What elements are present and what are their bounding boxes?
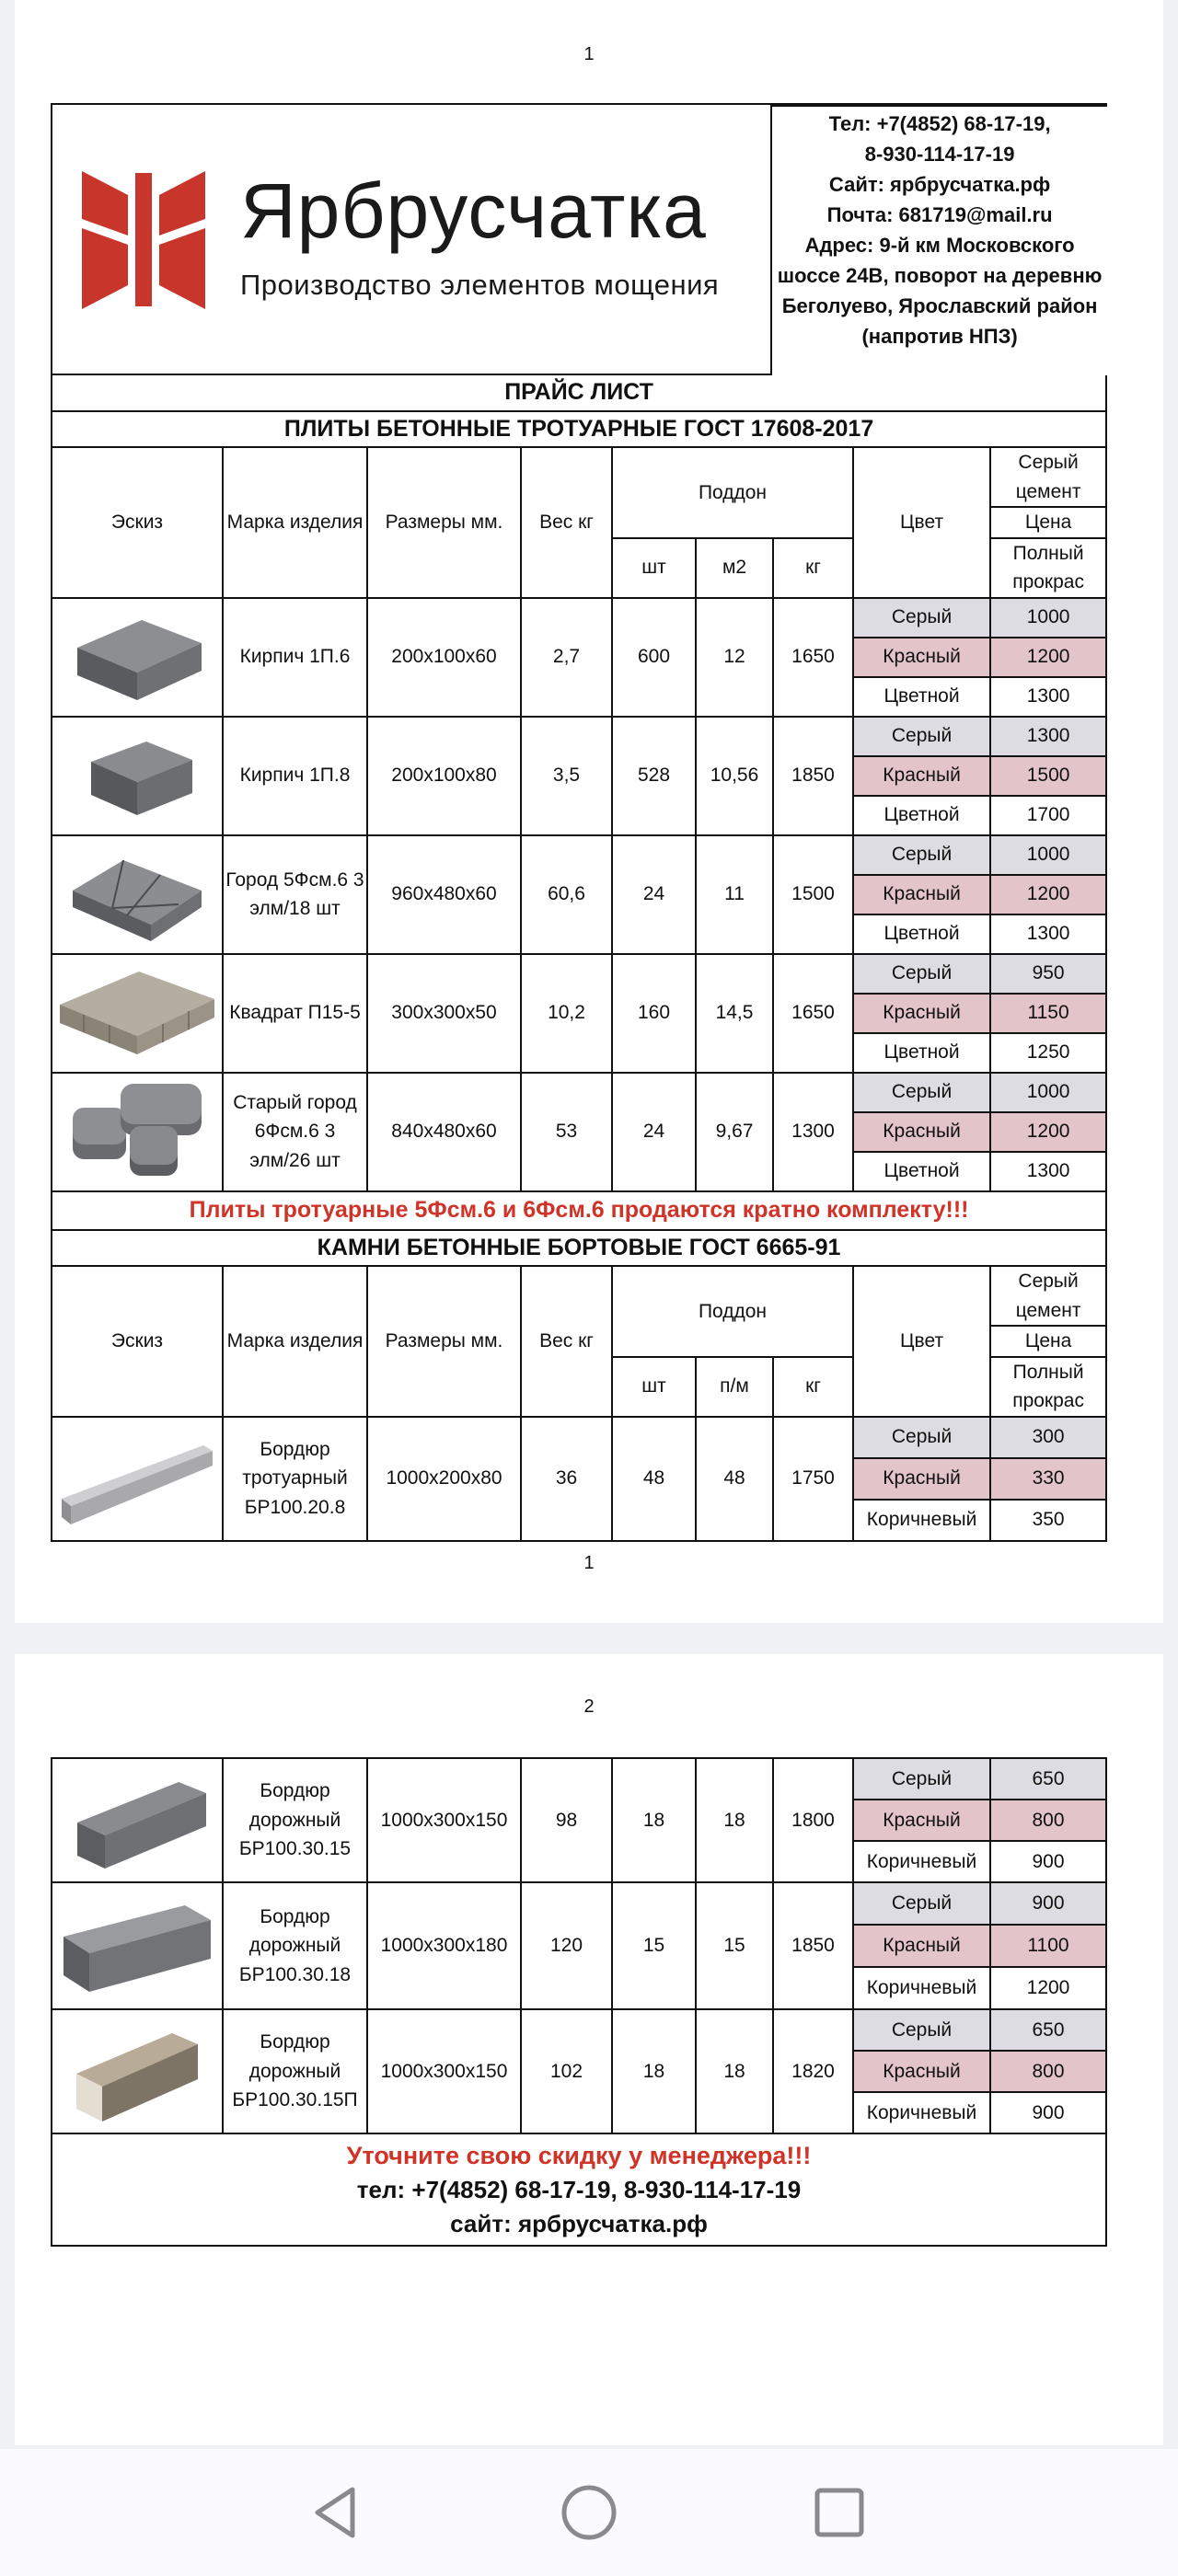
sketch-kvadrat [52, 954, 223, 1073]
col-fullpaint-header: Полный прокрас [990, 1357, 1106, 1417]
contact-phone-2: 8-930-114-17-19 [864, 143, 1015, 166]
size-cell: 1000х300х180 [367, 1882, 521, 2009]
kg-cell: 1850 [773, 717, 853, 835]
discount-note: Уточните свою скидку у менеджера!!! [346, 2141, 812, 2169]
weight-cell: 120 [521, 1882, 612, 2009]
contact-phone-1: Тел: +7(4852) 68-17-19, [828, 112, 1051, 135]
color-name: Коричневый [853, 1841, 990, 1882]
col-price-header: Цена [990, 1326, 1106, 1357]
weight-cell: 36 [521, 1417, 612, 1541]
contact-address-1: Адрес: 9-й км Московского [804, 234, 1075, 257]
price-cell: 300 [990, 1417, 1106, 1458]
price-table-2 [51, 1757, 1107, 2247]
sketch-curb-road-18 [52, 1882, 223, 2009]
unit-cell: 9,67 [696, 1073, 773, 1191]
color-name: Красный [853, 875, 990, 914]
weight-cell: 53 [521, 1073, 612, 1191]
mark-cell: Кирпич 1П.6 [223, 598, 367, 717]
price-cell: 1500 [990, 756, 1106, 796]
price-cell: 1300 [990, 914, 1106, 954]
color-name: Серый [853, 1882, 990, 1925]
unit-cell: 18 [696, 2009, 773, 2133]
weight-cell: 2,7 [521, 598, 612, 717]
color-name: Красный [853, 1458, 990, 1500]
kg-cell: 1800 [773, 1758, 853, 1882]
color-name: Красный [853, 1800, 990, 1841]
mark-cell: Город 5Фсм.6 3 элм/18 шт [223, 835, 367, 954]
paving-set-image-icon [68, 840, 206, 949]
kg-cell: 1850 [773, 1882, 853, 2009]
color-name: Серый [853, 1758, 990, 1800]
pcs-cell: 24 [612, 835, 696, 954]
contacts-block [777, 104, 1106, 374]
kit-note: Плиты тротуарные 5Фсм.6 и 6Фсм.6 продаются кратно комплекту!!! [52, 1191, 1106, 1230]
pcs-cell: 18 [612, 2009, 696, 2133]
mark-cell: Бордюр дорожный БР100.30.18 [223, 1882, 367, 2009]
page-2 [15, 1654, 1163, 2445]
kg-cell: 1650 [773, 598, 853, 717]
pcs-cell: 600 [612, 598, 696, 717]
col-cement-header: Серый цемент [990, 1266, 1106, 1326]
col-pallet-pm: п/м [696, 1357, 773, 1417]
kg-cell: 1300 [773, 1073, 853, 1191]
weight-cell: 3,5 [521, 717, 612, 835]
contact-address-2: шоссе 24В, поворот на деревню [777, 264, 1103, 287]
kg-cell: 1820 [773, 2009, 853, 2133]
contact-site[interactable]: Сайт: ярбрусчатка.рф [828, 173, 1051, 196]
col-mark-header: Марка изделия [223, 1266, 367, 1417]
mark-cell: Квадрат П15-5 [223, 954, 367, 1073]
section2-title: КАМНИ БЕТОННЫЕ БОРТОВЫЕ ГОСТ 6665-91 [52, 1230, 1106, 1267]
col-pallet-m2: м2 [696, 538, 773, 598]
price-cell: 1100 [990, 1925, 1106, 1967]
mark-cell: Бордюр тротуарный БР100.20.8 [223, 1417, 367, 1541]
price-cell: 1250 [990, 1033, 1106, 1073]
color-name: Серый [853, 2009, 990, 2051]
color-name: Красный [853, 756, 990, 796]
brand-tagline: Производство элементов мощения [240, 268, 720, 301]
unit-cell: 15 [696, 1882, 773, 2009]
price-cell: 900 [990, 1841, 1106, 1882]
curb-image-icon [56, 1423, 218, 1534]
pcs-cell: 48 [612, 1417, 696, 1541]
size-cell: 840х480х60 [367, 1073, 521, 1191]
weight-cell: 10,2 [521, 954, 612, 1073]
unit-cell: 10,56 [696, 717, 773, 835]
pcs-cell: 24 [612, 1073, 696, 1191]
col-sketch-header: Эскиз [52, 1266, 223, 1417]
pcs-cell: 15 [612, 1882, 696, 2009]
color-name: Коричневый [853, 1500, 990, 1541]
color-name: Серый [853, 954, 990, 994]
sketch-curb-road-15p [52, 2009, 223, 2133]
mark-cell: Бордюр дорожный БР100.30.15П [223, 2009, 367, 2133]
mark-cell: Бордюр дорожный БР100.30.15 [223, 1758, 367, 1882]
footer-site[interactable]: сайт: ярбрусчатка.рф [450, 2210, 708, 2238]
brick-image-icon [73, 725, 202, 826]
price-cell: 1200 [990, 1967, 1106, 2009]
col-color-header: Цвет [853, 447, 990, 598]
price-cell: 1200 [990, 1112, 1106, 1152]
price-cell: 800 [990, 1800, 1106, 1841]
pcs-cell: 18 [612, 1758, 696, 1882]
square-tile-image-icon [56, 959, 218, 1067]
mark-cell: Кирпич 1П.8 [223, 717, 367, 835]
color-name: Красный [853, 638, 990, 677]
size-cell: 960х480х60 [367, 835, 521, 954]
col-mark-header: Марка изделия [223, 447, 367, 598]
sketch-stary-gorod [52, 1073, 223, 1191]
col-size-header: Размеры мм. [367, 1266, 521, 1417]
unit-cell: 11 [696, 835, 773, 954]
col-color-header: Цвет [853, 1266, 990, 1417]
contact-email[interactable]: Почта: 681719@mail.ru [826, 203, 1053, 226]
size-cell: 1000х300х150 [367, 2009, 521, 2133]
sketch-curb-sidewalk [52, 1417, 223, 1541]
weight-cell: 98 [521, 1758, 612, 1882]
color-name: Красный [853, 2051, 990, 2092]
kg-cell: 1750 [773, 1417, 853, 1541]
curb-image-icon [64, 2015, 211, 2129]
color-name: Серый [853, 598, 990, 638]
color-name: Красный [853, 1925, 990, 1967]
company-logo-icon [75, 164, 213, 316]
size-cell: 200х100х80 [367, 717, 521, 835]
col-pallet-header: Поддон [612, 1266, 853, 1357]
color-name: Цветной [853, 1033, 990, 1073]
color-name: Коричневый [853, 2092, 990, 2133]
weight-cell: 102 [521, 2009, 612, 2133]
col-fullpaint-header: Полный прокрас [990, 538, 1106, 598]
color-name: Цветной [853, 796, 990, 835]
price-cell: 1000 [990, 598, 1106, 638]
color-name: Коричневый [853, 1967, 990, 2009]
col-weight-header: Вес кг [521, 447, 612, 598]
price-cell: 1200 [990, 875, 1106, 914]
price-cell: 900 [990, 2092, 1106, 2133]
price-cell: 1300 [990, 677, 1106, 717]
color-name: Цветной [853, 677, 990, 717]
color-name: Серый [853, 717, 990, 756]
price-cell: 650 [990, 2009, 1106, 2051]
kg-cell: 1650 [773, 954, 853, 1073]
col-pallet-kg: кг [773, 538, 853, 598]
col-size-header: Размеры мм. [367, 447, 521, 598]
page-number-top: 1 [583, 44, 595, 64]
price-cell: 1000 [990, 1073, 1106, 1112]
col-price-header: Цена [990, 507, 1106, 538]
col-weight-header: Вес кг [521, 1266, 612, 1417]
price-cell: 330 [990, 1458, 1106, 1500]
weight-cell: 60,6 [521, 835, 612, 954]
color-name: Красный [853, 1112, 990, 1152]
col-pallet-header: Поддон [612, 447, 853, 538]
unit-cell: 48 [696, 1417, 773, 1541]
curb-image-icon [56, 1889, 218, 2003]
recents-icon[interactable] [809, 2482, 870, 2543]
price-list-title: ПРАЙС ЛИСТ [52, 374, 1106, 411]
page-number-bottom: 1 [583, 1553, 595, 1573]
size-cell: 1000х200х80 [367, 1417, 521, 1541]
pcs-cell: 160 [612, 954, 696, 1073]
footer-block [52, 2133, 1106, 2246]
page-number-top: 2 [583, 1696, 595, 1717]
price-cell: 1200 [990, 638, 1106, 677]
color-name: Цветной [853, 1152, 990, 1191]
back-icon[interactable] [306, 2482, 367, 2543]
pcs-cell: 528 [612, 717, 696, 835]
col-sketch-header: Эскиз [52, 447, 223, 598]
color-name: Серый [853, 1073, 990, 1112]
mark-cell: Старый город 6Фсм.6 3 элм/26 шт [223, 1073, 367, 1191]
unit-cell: 12 [696, 598, 773, 717]
col-pallet-kg: кг [773, 1357, 853, 1417]
kg-cell: 1500 [773, 835, 853, 954]
price-table-1 [51, 103, 1107, 1542]
price-cell: 1300 [990, 1152, 1106, 1191]
footer-phones: тел: +7(4852) 68-17-19, 8-930-114-17-19 [356, 2176, 802, 2204]
price-cell: 1300 [990, 717, 1106, 756]
contact-address-4: (напротив НПЗ) [861, 325, 1018, 348]
brick-image-icon [68, 606, 206, 707]
color-name: Красный [853, 994, 990, 1033]
curb-image-icon [59, 1765, 215, 1876]
size-cell: 200х100х60 [367, 598, 521, 717]
price-cell: 1000 [990, 835, 1106, 875]
old-town-set-image-icon [64, 1078, 211, 1185]
col-pallet-pcs: шт [612, 538, 696, 598]
price-cell: 1700 [990, 796, 1106, 835]
price-cell: 1150 [990, 994, 1106, 1033]
home-icon[interactable] [559, 2482, 619, 2543]
color-name: Цветной [853, 914, 990, 954]
color-name: Серый [853, 835, 990, 875]
col-cement-header: Серый цемент [990, 447, 1106, 507]
price-cell: 800 [990, 2051, 1106, 2092]
sketch-gorod [52, 835, 223, 954]
sketch-brick-60 [52, 598, 223, 717]
brand-name: Ярбрусчатка [240, 167, 707, 254]
android-nav-bar [0, 2449, 1178, 2576]
unit-cell: 18 [696, 1758, 773, 1882]
price-cell: 900 [990, 1882, 1106, 1925]
sketch-brick-80 [52, 717, 223, 835]
price-cell: 950 [990, 954, 1106, 994]
color-name: Серый [853, 1417, 990, 1458]
sketch-curb-road-15 [52, 1758, 223, 1882]
contact-address-3: Беголуево, Ярославский район [781, 294, 1098, 317]
col-pallet-pcs: шт [612, 1357, 696, 1417]
unit-cell: 14,5 [696, 954, 773, 1073]
price-cell: 650 [990, 1758, 1106, 1800]
size-cell: 300х300х50 [367, 954, 521, 1073]
page-1 [15, 0, 1163, 1623]
size-cell: 1000х300х150 [367, 1758, 521, 1882]
price-cell: 350 [990, 1500, 1106, 1541]
section1-title: ПЛИТЫ БЕТОННЫЕ ТРОТУАРНЫЕ ГОСТ 17608-2017 [52, 411, 1106, 448]
